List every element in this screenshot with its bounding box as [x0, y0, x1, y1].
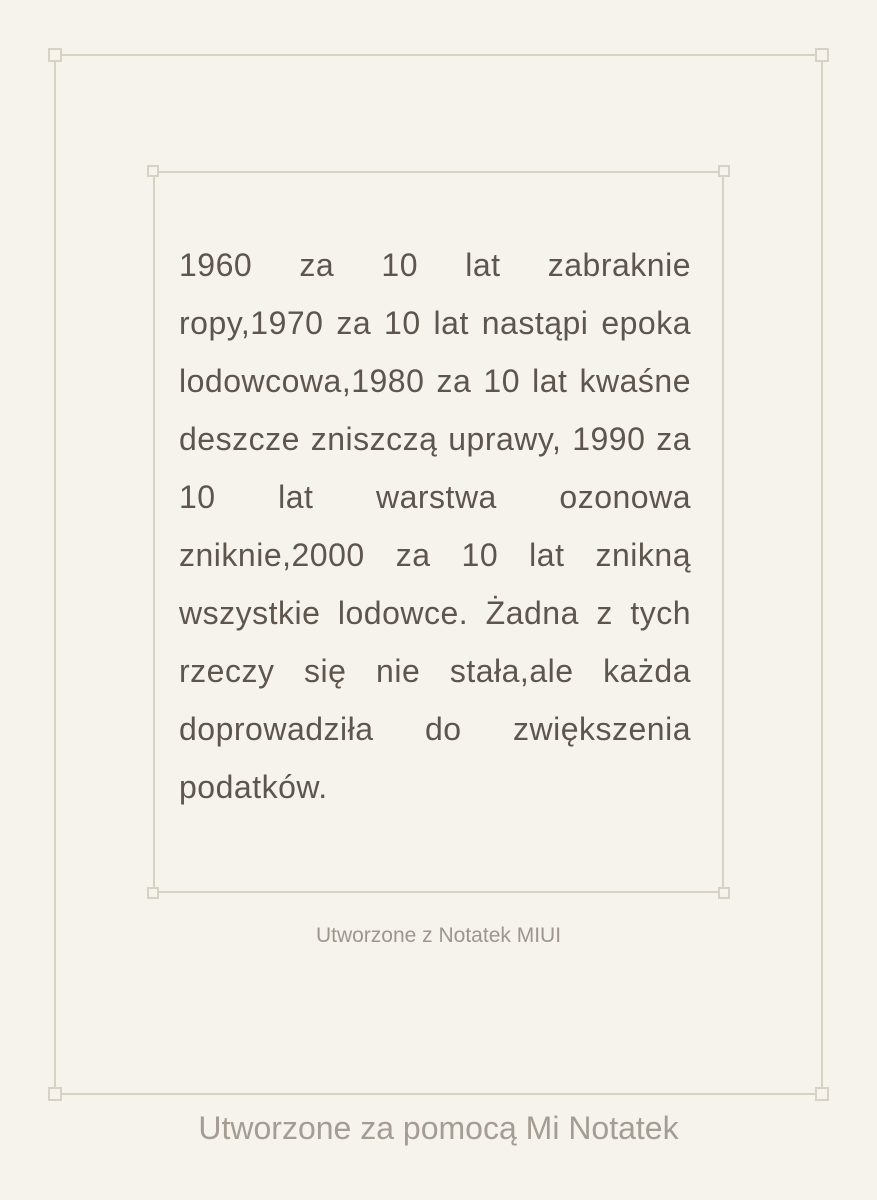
- corner-ornament: [815, 48, 829, 62]
- outer-caption: Utworzone za pomocą Mi Notatek: [198, 1110, 679, 1146]
- corner-ornament: [147, 165, 159, 177]
- corner-ornament: [48, 48, 62, 62]
- corner-ornament: [48, 1087, 62, 1101]
- corner-ornament: [718, 165, 730, 177]
- inner-caption: Utworzone z Notatek MIUI: [315, 924, 562, 947]
- corner-ornament: [718, 887, 730, 899]
- corner-ornament: [815, 1087, 829, 1101]
- note-body: 1960 za 10 lat zabraknie ropy,1970 za 10 lat nastąpi epoka lodowcowa,1980 za 10 lat kwaśne deszcze zniszczą uprawy, 1990 za 10 lat warstwa ozonowa zniknie,2000 za 10 lat znikną wszystkie lodowce. Żadna z tych rzeczy się nie stała,ale każda doprowadziła do zwiększenia podatków.: [179, 247, 691, 805]
- corner-ornament: [147, 887, 159, 899]
